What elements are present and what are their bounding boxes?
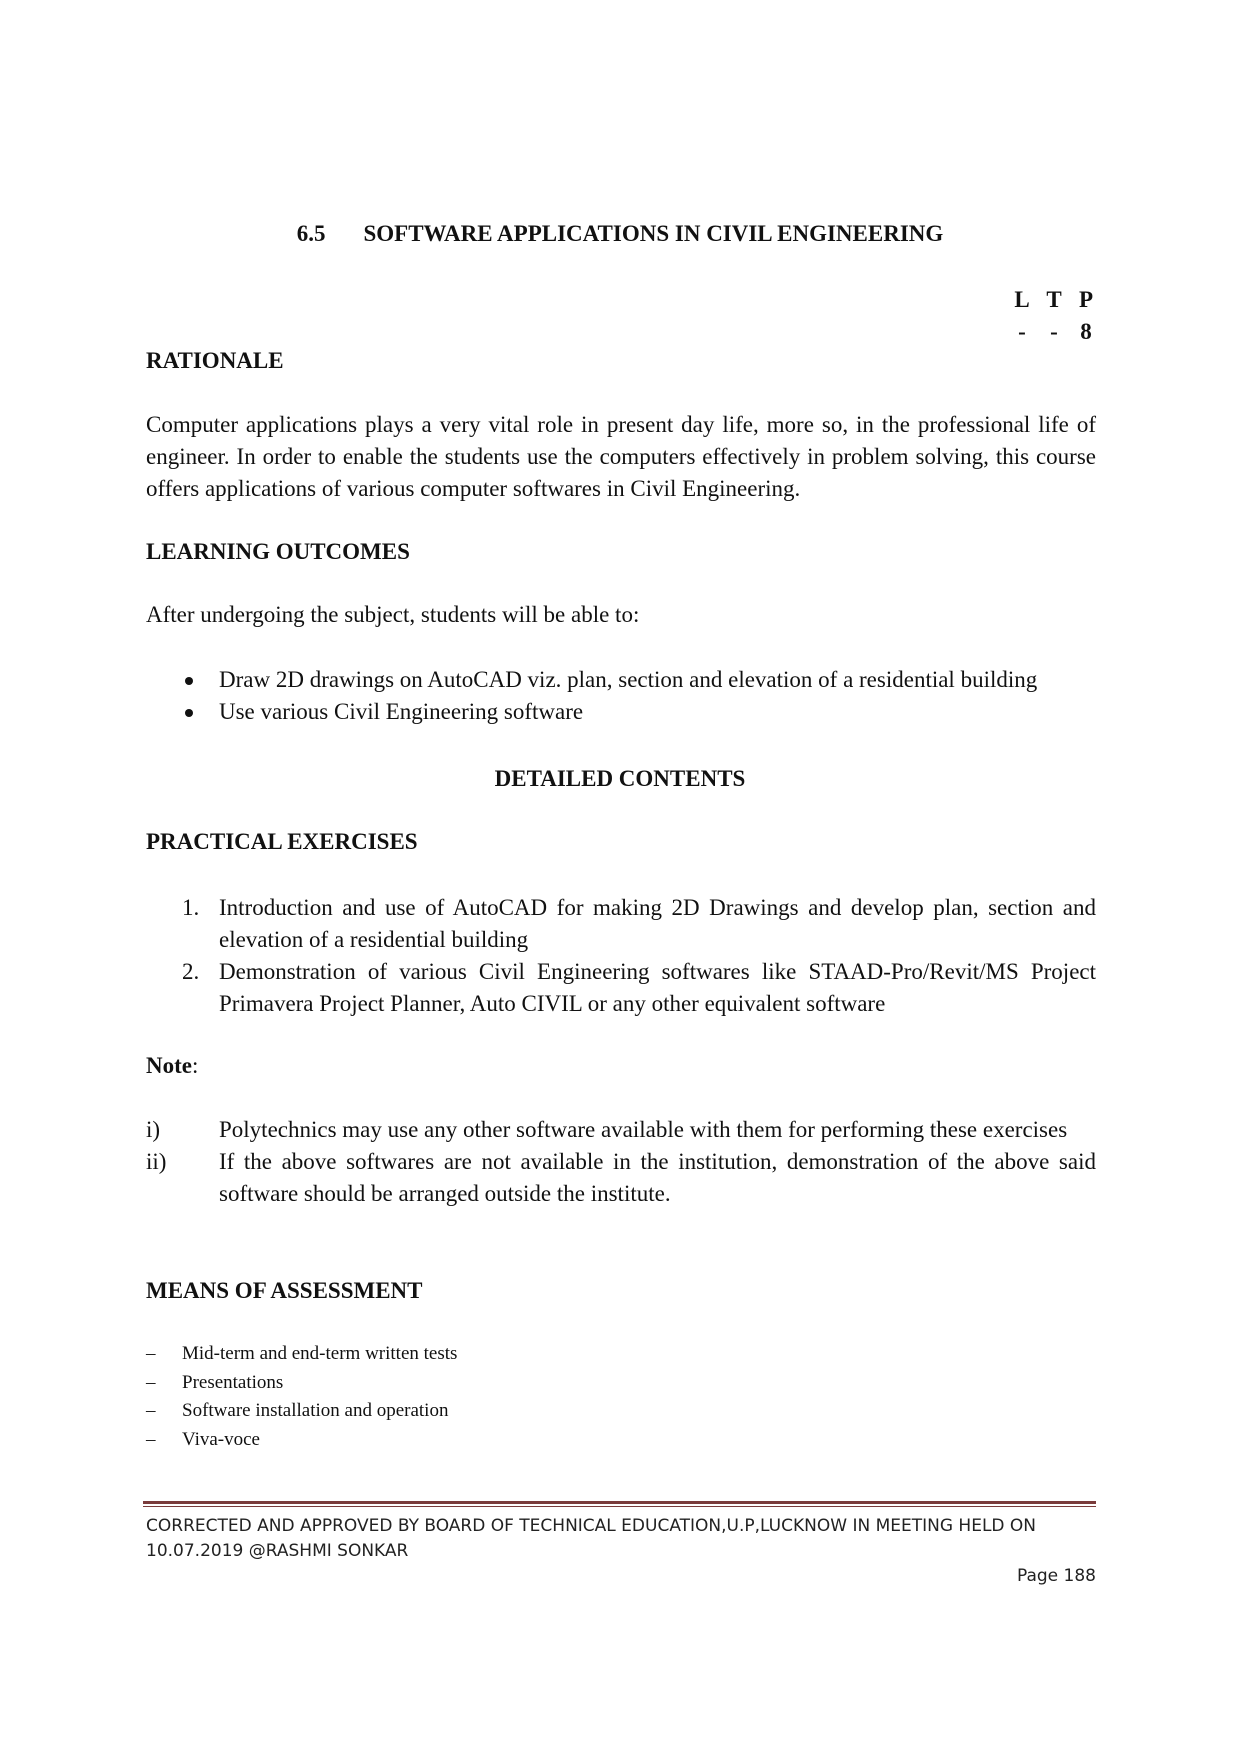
practical-exercises-list [146, 892, 1096, 1020]
note-label: Note [146, 1053, 192, 1078]
ltp-table [1006, 284, 1102, 348]
course-number: 6.5 [296, 221, 326, 246]
learning-outcomes-heading: LEARNING OUTCOMES [146, 539, 410, 564]
item-text: If the above softwares are not available in the institution, demonstration of the above said software should be arranged outside the institute. [219, 1149, 1096, 1206]
ltp-value-p: 8 [1080, 319, 1092, 344]
item-text: Polytechnics may use any other software available with them for performing these exercises [219, 1117, 1068, 1142]
item-text: Introduction and use of AutoCAD for making 2D Drawings and develop plan, section and elevation of a residential building [219, 895, 1096, 952]
list-item [146, 1114, 1096, 1146]
footer-text [146, 1514, 1106, 1564]
dash-icon: – [146, 1428, 156, 1450]
ltp-headers [1006, 284, 1102, 316]
learning-outcomes-intro: After undergoing the subject, students will be able to: [146, 602, 640, 627]
dash-icon: – [146, 1343, 156, 1364]
ltp-values [1006, 316, 1102, 348]
ltp-value-t: - [1050, 319, 1058, 344]
list-item [146, 1397, 1096, 1426]
rationale-text: Computer applications plays a very vital role in present day life, more so, in the professional life of engineer. In order to enable the students use the computers effectively in problem solving, this course offers applications of various computer softwares in Civil Engineering. [146, 412, 1096, 501]
footer-divider-thin [143, 1506, 1096, 1507]
note-heading [146, 1050, 198, 1082]
ltp-header-p: P [1078, 287, 1094, 312]
list-item [146, 1340, 1096, 1369]
item-number: ii) [146, 1149, 167, 1174]
dash-icon: – [146, 1400, 156, 1421]
list-item [146, 696, 1096, 728]
bullet-icon [185, 709, 193, 717]
page-number: Page 188 [1016, 1566, 1096, 1586]
outcome-text: Use various Civil Engineering software [219, 699, 584, 724]
course-title [0, 221, 1240, 247]
footer-line-1: CORRECTED AND APPROVED BY BOARD OF TECHNICAL EDUCATION,U.P,LUCKNOW IN MEETING HELD ON [146, 1516, 1037, 1536]
rationale-heading: RATIONALE [146, 348, 284, 373]
dash-icon: – [146, 1371, 156, 1393]
list-item [146, 1369, 1096, 1398]
learning-outcomes-list [146, 664, 1096, 728]
item-text: Demonstration of various Civil Engineering softwares like STAAD-Pro/Revit/MS Project Primavera Project Planner, Auto CIVIL or any other equivalent software [219, 959, 1096, 1016]
course-title-text: SOFTWARE APPLICATIONS IN CIVIL ENGINEERING [363, 221, 944, 246]
item-text: Software installation and operation [182, 1400, 449, 1421]
list-item [146, 1146, 1096, 1210]
footer-line-2: 10.07.2019 @RASHMI SONKAR [146, 1541, 409, 1561]
item-number: 1. [182, 895, 200, 920]
note-colon: : [191, 1053, 199, 1078]
list-item [146, 956, 1096, 1020]
item-number: i) [146, 1117, 161, 1142]
assessment-heading: MEANS OF ASSESSMENT [146, 1278, 423, 1303]
bullet-icon [185, 677, 193, 685]
practical-exercises-heading: PRACTICAL EXERCISES [146, 829, 418, 854]
outcome-text: Draw 2D drawings on AutoCAD viz. plan, section and elevation of a residential building [219, 667, 1038, 692]
ltp-header-t: T [1046, 287, 1062, 312]
list-item [146, 892, 1096, 956]
assessment-list [146, 1340, 1096, 1454]
item-text: Mid-term and end-term written tests [182, 1343, 458, 1364]
item-text: Presentations [182, 1371, 284, 1393]
detailed-contents-heading: DETAILED CONTENTS [494, 766, 746, 791]
item-text: Viva-voce [182, 1428, 260, 1450]
item-number: 2. [182, 959, 200, 984]
ltp-header-l: L [1014, 287, 1030, 312]
list-item [146, 664, 1096, 696]
footer-divider [143, 1501, 1096, 1504]
list-item [146, 1426, 1096, 1455]
note-list [146, 1114, 1096, 1210]
ltp-value-l: - [1018, 319, 1026, 344]
